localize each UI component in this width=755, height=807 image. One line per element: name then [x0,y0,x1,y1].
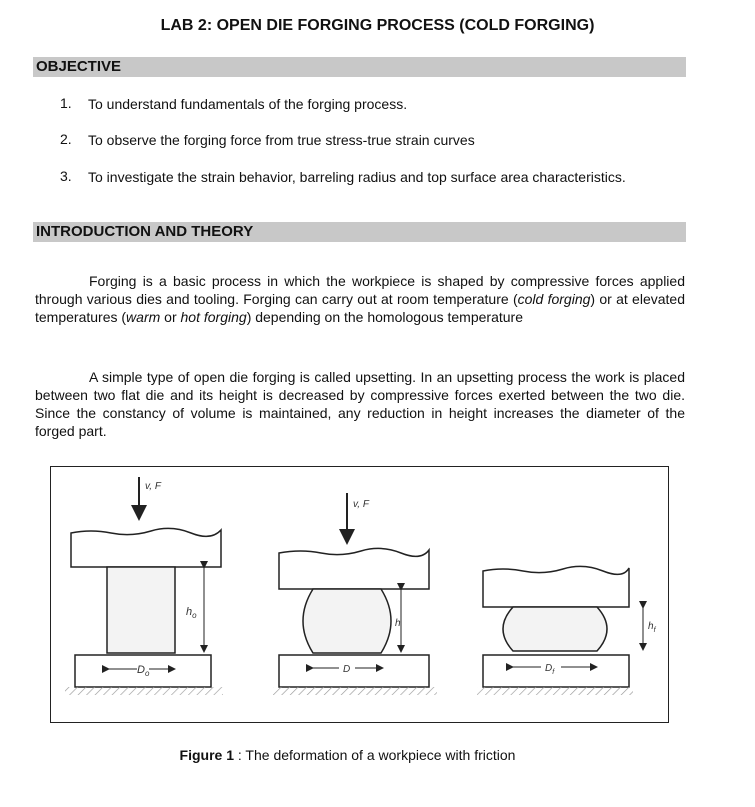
p1-text-b: ) or at elevated temperatures ( [35,291,685,325]
workpiece-intermediate [303,589,391,653]
label-d: D [343,664,351,675]
top-die [71,528,221,567]
label-d0: $D_o$ [137,664,150,678]
stage-intermediate [273,493,437,695]
list-item-text: To understand fundamentals of the forging process. [88,96,408,112]
ground-hatch [477,687,633,695]
p1-em-hot-forging: hot forging [180,309,247,325]
workpiece-final [503,607,607,651]
label-vf-1: v, F [145,481,161,492]
top-die [279,548,429,589]
bottom-die [279,655,429,687]
page-title: LAB 2: OPEN DIE FORGING PROCESS (COLD FORGING) [160,17,595,34]
intro-paragraph-2 [35,368,685,440]
ground-hatch [65,687,223,695]
top-die [483,566,629,607]
p1-text-c: or [160,309,181,325]
caption-text: : The deformation of a workpiece with friction [234,747,516,763]
list-item-number: 2. [60,131,72,147]
forging-diagram-svg [51,467,668,722]
figure-forging-diagram [50,466,669,723]
caption-label: Figure 1 [179,747,235,763]
list-item-text: To observe the forging force from true stress-true strain curves [88,132,475,148]
section-heading-introduction: INTRODUCTION AND THEORY [33,222,686,242]
p1-text-a: Forging is a basic process in which the workpiece is shaped by compressive forces applied through various dies and tooling. Forging can carry out at room temperature ( [35,273,685,307]
label-df: $D_f$ [545,663,555,676]
list-item-text: To investigate the strain behavior, barreling radius and top surface area characteristics. [88,169,626,185]
label-h0: $h_o$ [186,606,197,620]
workpiece-initial [107,567,175,653]
figure-caption [0,747,695,763]
bottom-die [483,655,629,687]
label-hf: $h_f$ [648,621,656,634]
section-heading-objective: OBJECTIVE [33,57,686,77]
intro-paragraph-1 [35,272,685,326]
p1-text-d: ) depending on the homologous temperature [246,309,523,325]
p1-em-cold-forging: cold forging [517,291,591,307]
stage-final [477,566,657,695]
p2-text: A simple type of open die forging is called upsetting. In an upsetting process the work is placed between two flat die and its height is decreased by compressive forces exerted between the two die. Since the constancy of volume is maintained, any reduction in height increases the diameter of the forged part. [35,369,685,439]
stage-initial [65,477,223,695]
list-item-number: 3. [60,168,72,184]
list-item-number: 1. [60,95,72,111]
label-vf-2: v, F [353,499,369,510]
label-h: h [395,618,401,629]
p1-em-warm: warm [126,309,161,325]
ground-hatch [273,687,437,695]
